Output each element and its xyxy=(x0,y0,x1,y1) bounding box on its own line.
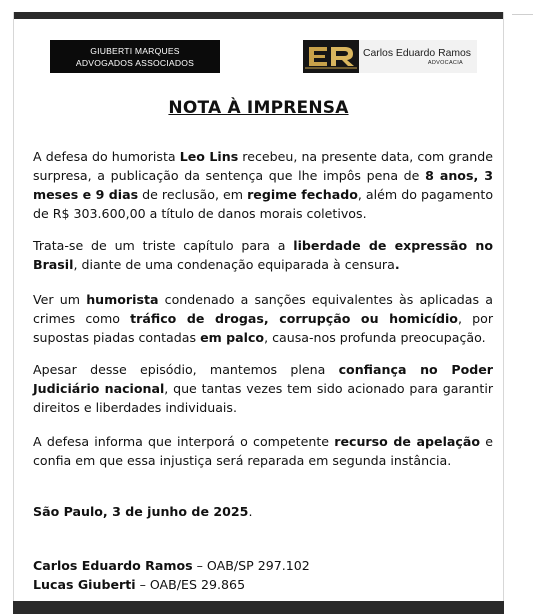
logo-right-sub: ADVOCACIA xyxy=(427,59,463,66)
paragraph-2-segment: . xyxy=(394,257,400,272)
paragraph-4-segment: Apesar desse episódio, mantemos plena xyxy=(33,362,339,377)
cer-monogram-icon xyxy=(303,40,359,73)
paragraph-3-segment: em palco xyxy=(200,330,265,345)
date-line xyxy=(33,504,252,519)
logo-right-name: Carlos Eduardo Ramos xyxy=(363,47,471,59)
date-period: . xyxy=(248,504,253,519)
paragraph-3-segment: , causa-nos profunda preocupação. xyxy=(264,330,486,345)
paragraph-3-segment: Ver um xyxy=(33,292,87,307)
paragraph-1 xyxy=(33,147,493,223)
logo-left-line1: GIUBERTI MARQUES xyxy=(90,45,180,56)
paragraph-2-segment: liberdade de expressão no Brasil xyxy=(33,238,493,272)
signature-2-name: Lucas Giuberti xyxy=(33,577,136,592)
paragraph-1-segment: A defesa do humorista xyxy=(33,149,180,164)
paragraph-4 xyxy=(33,360,493,417)
signature-2-oab: – OAB/ES 29.865 xyxy=(135,577,246,592)
paragraph-3-segment: , por supostas piadas contadas xyxy=(33,311,493,345)
paragraph-3-segment: humorista xyxy=(86,292,159,307)
paragraph-1-segment: recebeu, na presente data, com grande surpresa, a publicação da sentença que lhe impôs pena de xyxy=(33,149,494,183)
paragraph-4-segment: confiança no Poder Judiciário nacional xyxy=(33,362,493,396)
signature-1-oab: – OAB/SP 297.102 xyxy=(192,558,310,573)
page-title: NOTA À IMPRENSA xyxy=(168,98,349,118)
bottom-bar xyxy=(13,601,504,614)
paragraph-4-segment: , que tantas vezes tem sido acionado para garantir direitos e liberdades individuais. xyxy=(33,381,493,415)
paragraph-5-segment: recurso de apelação xyxy=(334,434,481,449)
paragraph-5 xyxy=(33,432,493,470)
paragraph-2-segment: Trata-se de um triste capítulo para a xyxy=(33,238,294,253)
signature-1-name: Carlos Eduardo Ramos xyxy=(33,558,193,573)
carlos-eduardo-ramos-logo xyxy=(303,40,477,73)
signature-1 xyxy=(33,556,310,575)
paragraph-1-segment: regime fechado xyxy=(247,187,358,202)
date-text: São Paulo, 3 de junho de 2025 xyxy=(33,504,249,519)
paragraph-2-segment: , diante de uma condenação equiparada à censura xyxy=(73,257,395,272)
paragraph-3-segment: tráfico de drogas, corrupção ou homicídio xyxy=(130,311,458,326)
logo-left-line2: ADVOGADOS ASSOCIADOS xyxy=(75,57,195,68)
paragraph-1-segment: 8 anos, 3 meses e 9 dias xyxy=(33,168,493,202)
top-bar xyxy=(13,12,504,19)
paragraph-5-segment: e confia em que essa injustiça será reparada em segunda instância. xyxy=(33,434,493,468)
paragraph-3-segment: condenado a sanções equivalentes às aplicadas a crimes como xyxy=(33,292,493,326)
paragraph-3 xyxy=(33,290,493,347)
paragraph-1-segment: Leo Lins xyxy=(179,149,239,164)
paragraph-5-segment: A defesa informa que interporá o competente xyxy=(33,434,335,449)
giuberti-marques-logo xyxy=(50,40,220,73)
signature-2 xyxy=(33,575,245,594)
paragraph-1-segment: de reclusão, em xyxy=(138,187,248,202)
paragraph-2 xyxy=(33,236,493,274)
page-edge-line xyxy=(512,14,533,15)
paragraph-1-segment: , além do pagamento de R$ 303.600,00 a título de danos morais coletivos. xyxy=(33,187,494,221)
